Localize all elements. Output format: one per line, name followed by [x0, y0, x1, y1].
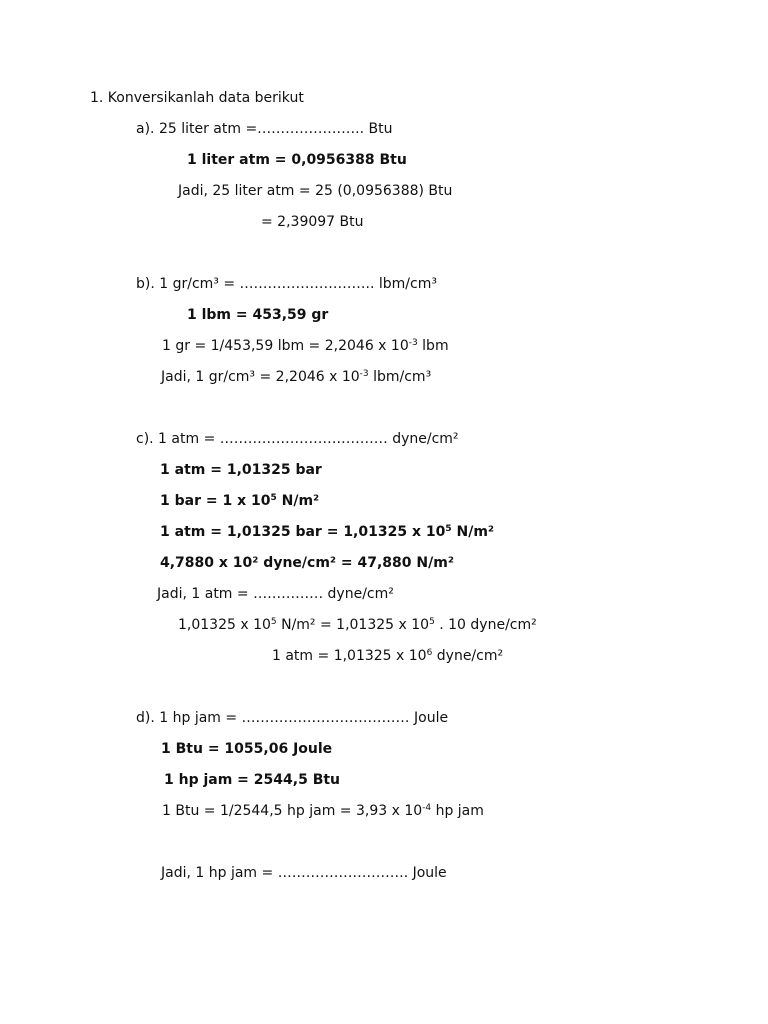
d-result: Jadi, 1 hp jam = ………………………. Joule [161, 865, 447, 881]
b-given-conversion: 1 lbm = 453,59 gr [187, 307, 329, 323]
c-given-1: 1 atm = 1,01325 bar [160, 462, 322, 478]
d-given-2: 1 hp jam = 2544,5 Btu [164, 772, 341, 788]
c-result: 1 atm = 1,01325 x $10^6$ dyne/cm² [272, 648, 504, 664]
question-heading: 1. Konversikanlah data berikut [90, 90, 304, 106]
c-given-4: 4,7880 x 10² dyne/cm² = 47,880 N/m² [160, 555, 454, 571]
b-calculation-step: 1 gr = 1/453,59 lbm = 2,2046 x $10^{-3}$ lbm [162, 338, 449, 354]
a-given-conversion: 1 liter atm = 0,0956388 Btu [187, 152, 407, 168]
b-result: Jadi, 1 gr/cm³ = 2,2046 x $10^{-3}$ lbm/cm³ [161, 369, 432, 385]
d-calculation-step: 1 Btu = 1/2544,5 hp jam = 3,93 x $10^{-4}$ hp jam [162, 803, 484, 819]
c-calculation-step-1: Jadi, 1 atm = …………… dyne/cm² [157, 586, 394, 602]
question-b: b). 1 gr/cm³ = ……………………….. lbm/cm³ [136, 276, 437, 292]
c-given-2: 1 bar = 1 x $10^5$ N/m² [160, 493, 320, 509]
question-c: c). 1 atm = ……………………………… dyne/cm² [136, 431, 459, 447]
question-a: a). 25 liter atm =………………….. Btu [136, 121, 393, 137]
c-given-3: 1 atm = 1,01325 bar = 1,01325 x $10^5$ N/m² [160, 524, 495, 540]
c-calculation-step-2: 1,01325 x $10^5$ N/m² = 1,01325 x $10^5$ . 10 dyne/cm² [178, 617, 537, 633]
a-result: = 2,39097 Btu [261, 214, 364, 230]
d-given-1: 1 Btu = 1055,06 Joule [161, 741, 333, 757]
question-d: d). 1 hp jam = ……………………………… Joule [136, 710, 449, 726]
a-calculation-step: Jadi, 25 liter atm = 25 (0,0956388) Btu [178, 183, 453, 199]
